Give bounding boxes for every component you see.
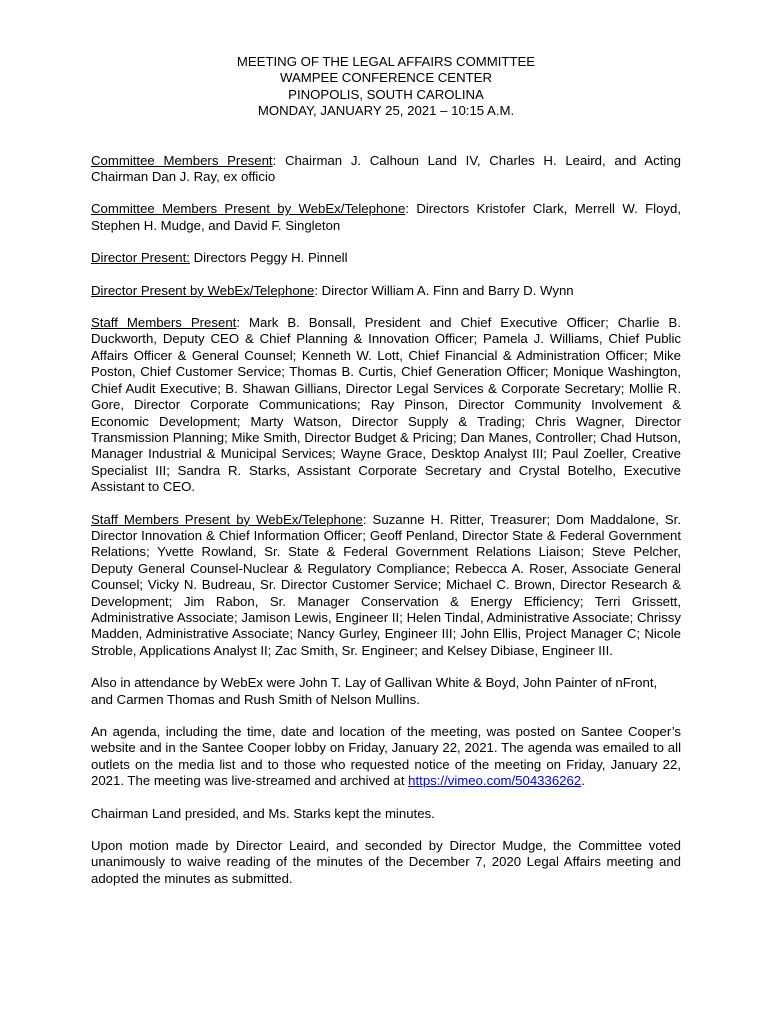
header-venue: WAMPEE CONFERENCE CENTER <box>280 70 492 86</box>
header-datetime: MONDAY, JANUARY 25, 2021 – 10:15 A.M. <box>257 103 515 119</box>
director-present-label: Director Present: <box>91 250 190 266</box>
header-title: MEETING OF THE LEGAL AFFAIRS COMMITTEE <box>236 54 536 69</box>
agenda-end: . <box>581 773 585 789</box>
staff-members-webex <box>91 512 681 660</box>
agenda-text: An agenda, including the time, date and location of the meeting, was posted on Santee Cooper’s website and in the Santee Cooper lobby on Friday, January 22, 2021. The agenda was emailed to all outlets on the media list and to those who requested notice of the meeting on Friday, January 22, 2021. The meeting was live-streamed and archived at <box>91 724 681 789</box>
staff-members-present-label: Staff Members Present <box>91 315 237 331</box>
presided-paragraph: Chairman Land presided, and Ms. Starks kept the minutes. <box>91 805 435 821</box>
committee-members-present <box>91 153 681 186</box>
also-in-attendance: Also in attendance by WebEx were John T. Lay of Gallivan White & Boyd, John Painter of nFront, and Carmen Thomas and Rush Smith of Nelson Mullins. <box>91 675 658 707</box>
agenda-paragraph <box>91 724 681 790</box>
meeting-header <box>91 54 681 120</box>
director-webex-label: Director Present by WebEx/Telephone <box>91 282 315 298</box>
committee-members-webex-text: : Directors Kristofer Clark, Merrell W. Floyd, Stephen H. Mudge, and David F. Singleton <box>91 201 681 233</box>
director-webex-text: : Director William A. Finn and Barry D. Wynn <box>314 282 574 298</box>
director-present <box>91 250 681 266</box>
committee-members-present-label: Committee Members Present <box>91 152 273 168</box>
vimeo-archive-link[interactable]: https://vimeo.com/504336262 <box>408 773 582 789</box>
staff-members-webex-text: : Suzanne H. Ritter, Treasurer; Dom Maddalone, Sr. Director Innovation & Chief Information Officer; Geoff Penland, Director State & Federal Government Relations; Yvette Rowland, Sr. State & Federal Government Relations Liaison; Steve Pelcher, Deputy General Counsel-Nuclear & Regulatory Compliance; Rebecca A. Roser, Associate General Counsel; Vicky N. Budreau, Sr. Director Customer Service; Michael C. Brown, Director Research & Development; Jim Rabon, Sr. Manager Conservation & Energy Efficiency; Terri Grissett, Administrative Associate; Jamison Lewis, Engineer II; Helen Tindal, Administrative Associate; Chrissy Madden, Administrative Associate; Nancy Gurley, Engineer III; John Ellis, Project Manager C; Nicole Stroble, Applications Analyst II; Zac Smith, Sr. Engineer; and Kelsey Dibiase, Engineer III. <box>91 511 682 658</box>
director-present-text: Directors Peggy H. Pinnell <box>189 250 348 266</box>
header-location: PINOPOLIS, SOUTH CAROLINA <box>288 86 484 102</box>
director-webex <box>91 283 681 299</box>
staff-members-present <box>91 315 681 495</box>
staff-members-present-text: : Mark B. Bonsall, President and Chief Executive Officer; Charlie B. Duckworth, Deputy CEO & Chief Planning & Innovation Officer; Pamela J. Williams, Chief Public Affairs Officer & General Counsel; Kenneth W. Lott, Chief Financial & Administration Officer; Mike Poston, Chief Customer Service; Thomas B. Curtis, Chief Generation Officer; Monique Washington, Chief Audit Executive; B. Shawan Gillians, Director Legal Services & Corporate Secretary; Mollie R. Gore, Director Corporate Communications; Ray Pinson, Director Community Involvement & Economic Development; Marty Watson, Director Supply & Trading; Chris Wagner, Director Transmission Planning; Mike Smith, Director Budget & Pricing; Dan Manes, Controller; Chad Hutson, Manager Industrial & Municipal Services; Wayne Grace, Desktop Analyst III; Paul Zoeller, Creative Specialist III; Sandra R. Starks, Assistant Corporate Secretary and Crystal Botelho, Executive Assistant to CEO. <box>91 315 681 495</box>
committee-members-webex <box>91 201 681 234</box>
motion-paragraph: Upon motion made by Director Leaird, and seconded by Director Mudge, the Committee voted unanimously to waive reading of the minutes of the December 7, 2020 Legal Affairs meeting and adopted the minutes as submitted. <box>91 838 681 886</box>
staff-members-webex-label: Staff Members Present by WebEx/Telephone <box>91 511 363 527</box>
committee-members-webex-label: Committee Members Present by WebEx/Telephone <box>91 201 406 217</box>
committee-members-present-text: : Chairman J. Calhoun Land IV, Charles H. Leaird, and Acting Chairman Dan J. Ray, ex officio <box>91 152 681 185</box>
